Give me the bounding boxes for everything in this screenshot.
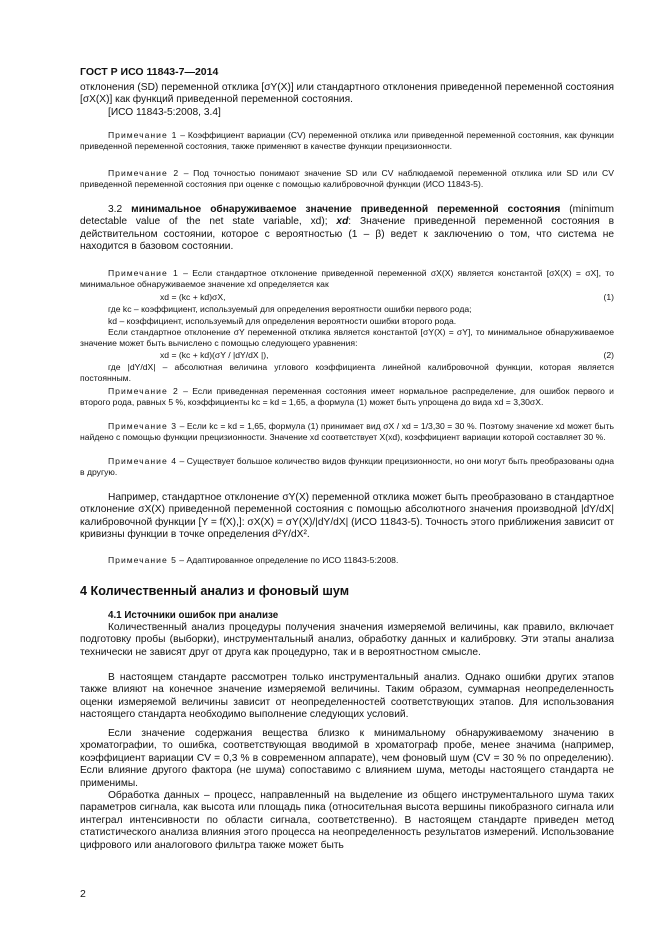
note-b4 [80, 456, 614, 478]
note-a1 [80, 130, 614, 152]
def-symbol: xd [336, 216, 349, 228]
def-number: 3.2 [108, 204, 123, 215]
def-term: минимальное обнаруживаемое значение приведенной переменной состояния [131, 204, 561, 215]
page-number: 2 [80, 888, 86, 900]
note-b3-text: – Если kc = kd = 1,65, формула (1) принимает вид σX / xd = 1/3,30 = 30 %. Поэтому значение xd может быть найдено с помощью функции прецизионности. Значение xd соответствует X(xd), коэффициент вариации которой составляет 30 %. [80, 421, 614, 442]
section4-paragraph-4: Обработка данных – процесс, направленный на выделение из общего инструментального шума таких параметров сигнала, как высота или площадь пика (относительная высота вершины пикобразного сигнала или интеграл интенсивности по области сигнала, соответственно). В настоящем стандарте приведен метод статистического анализа влияния этого процесса на неопределенность результатов измерений. Использование цифрового или аналогового фильтра также может быть [80, 790, 614, 851]
formula-1-expression: xd = (kc + kd)σX, [160, 292, 226, 302]
note-a2-label: Примечание 2 [108, 168, 180, 178]
note-b1-text: – Если стандартное отклонение приведенной переменной σX(X) является константой [σX(X) = σX], то минимальное обнаруживаемое значение xd определяется как [80, 268, 614, 289]
note-5-label: Примечание 5 [108, 555, 177, 565]
definition-3-2: 3.2 минимальное обнаруживаемое значение приведенной переменной состояния (minimum detectable value of the net state variable, xd); xd: Значение приведенной переменной состояния в действительном состоянии, которое с вероятностью (1 – β) ведет к заключению о том, что система не находится в базовом состоянии. [80, 204, 615, 253]
note-b3 [80, 421, 614, 443]
note-b4-text: – Существует большое количество видов функции прецизионности, но они могут быть преобразованы одна в другую. [80, 456, 614, 477]
note-b3-label: Примечание 3 [108, 421, 178, 431]
intro-reference: [ИСО 11843-5:2008, 3.4] [108, 107, 221, 118]
note-b1-continued: Если стандартное отклонение σY переменной отклика является константой [σY(X) = σY], то минимальное обнаруживаемое значение может быть вычислено с помощью следующего уравнения: [80, 327, 614, 348]
def-english: (minimum detectable value of the net state variable, xd) [80, 204, 614, 228]
note-b4-label: Примечание 4 [108, 456, 178, 466]
note-a1-text: – Коэффициент вариации (CV) переменной отклика или приведенной переменной состояния, как функции приведенной переменной состояния, также применяют в качестве функции прецизионности. [80, 130, 614, 151]
note-a1-label: Примечание 1 [108, 130, 178, 140]
section4-paragraph-2: В настоящем стандарте рассмотрен только инструментальный анализ. Однако ошибки других этапов также влияют на конечное значение измеряемой величины. Таким образом, суммарная неопределенность оценки измеряемой величины зависит от неопределенностей соответствующих этапов. Для использования настоящего стандарта необходимо выполнение следующих условий. [80, 672, 614, 721]
where-line-2: kd – коэффициент, используемый для определения вероятности ошибки второго рода. [108, 316, 457, 326]
note-5-text: – Адаптированное определение по ИСО 11843-5:2008. [176, 555, 399, 565]
note-b2-label: Примечание 2 [108, 386, 179, 396]
section4-paragraph-1: Количественный анализ процедуры получения значения измеряемой величины, как правило, включает подготовку пробы (выборки), инструментальный анализ, обработку данных и калибровку. Эти этапы анализа технически не зависят друг от друга как процедурно, так и в вероятностном смысле. [80, 622, 614, 658]
example-paragraph: Например, стандартное отклонение σY(X) переменной отклика может быть преобразовано в стандартное отклонение σX(X) приведенной переменной состояния с помощью абсолютного значения производной |dY/dX| калибровочной функции [Y = f(X),]: σX(X) = σY(X)/|dY/dX| (ИСО 11843-5). Точность этого приближения зависит от кривизны функции в точке определения d²Y/dX². [80, 492, 614, 541]
formula-1-number: (1) [603, 292, 614, 302]
def-text: : Значение приведенной переменной состояния в действительном состоянии, которое с вероятностью (1 – β) ведет к заключению о том, что система не находится в базовом состоянии. [80, 216, 615, 253]
where-line-1: где kc – коэффициент, используемый для определения вероятности ошибки первого рода; [108, 304, 472, 314]
section-4-heading: 4 Количественный анализ и фоновый шум [80, 584, 350, 598]
note-a2-text: – Под точностью понимают значение SD или CV наблюдаемой переменной отклика или SD или CV приведенной переменной состояния при оценке с помощью калибровочной функции (ИСО 11843-5). [80, 168, 614, 189]
intro-paragraph: отклонения (SD) переменной отклика [σY(X)] или стандартного отклонения приведенной переменной состояния [σX(X)] как функций приведенной переменной состояния. [80, 82, 614, 106]
note-b1-label: Примечание 1 [108, 268, 179, 278]
note-b1 [80, 268, 614, 290]
document-header: ГОСТ Р ИСО 11843-7—2014 [80, 66, 219, 78]
formula-2-number: (2) [603, 350, 614, 360]
note-5 [80, 555, 614, 566]
formula-2-expression: xd = (kc + kd)(σY / |dY/dX |), [160, 350, 269, 360]
subsection-4-1-heading: 4.1 Источники ошибок при анализе [108, 610, 279, 621]
section4-paragraph-3: Если значение содержания вещества близко к минимальному обнаруживаемому значению в хроматографии, то ошибка, соответствующая вводимой в хроматограф пробе, менее значима (например, коэффициент вариации CV = 0,3 % в современном аппарате), чем фоновый шум (CV = 30 % по определению). Если влияние другого фактора (не шума) сопоставимо с влиянием шума, методы настоящего стандарта не применимы. [80, 728, 614, 789]
note-b2 [80, 386, 614, 408]
note-b2-text: – Если приведенная переменная состояния имеет нормальное распределение, для ошибок первого и второго рода, равных 5 %, коэффициенты kc = kd = 1,65, а формула (1) может быть упрощена до вида xd = 3,30σX. [80, 386, 614, 407]
where-line-3: где |dY/dX| – абсолютная величина углового коэффициента линейной калибровочной функции, которая является постоянным. [80, 362, 614, 383]
note-a2 [80, 168, 614, 190]
